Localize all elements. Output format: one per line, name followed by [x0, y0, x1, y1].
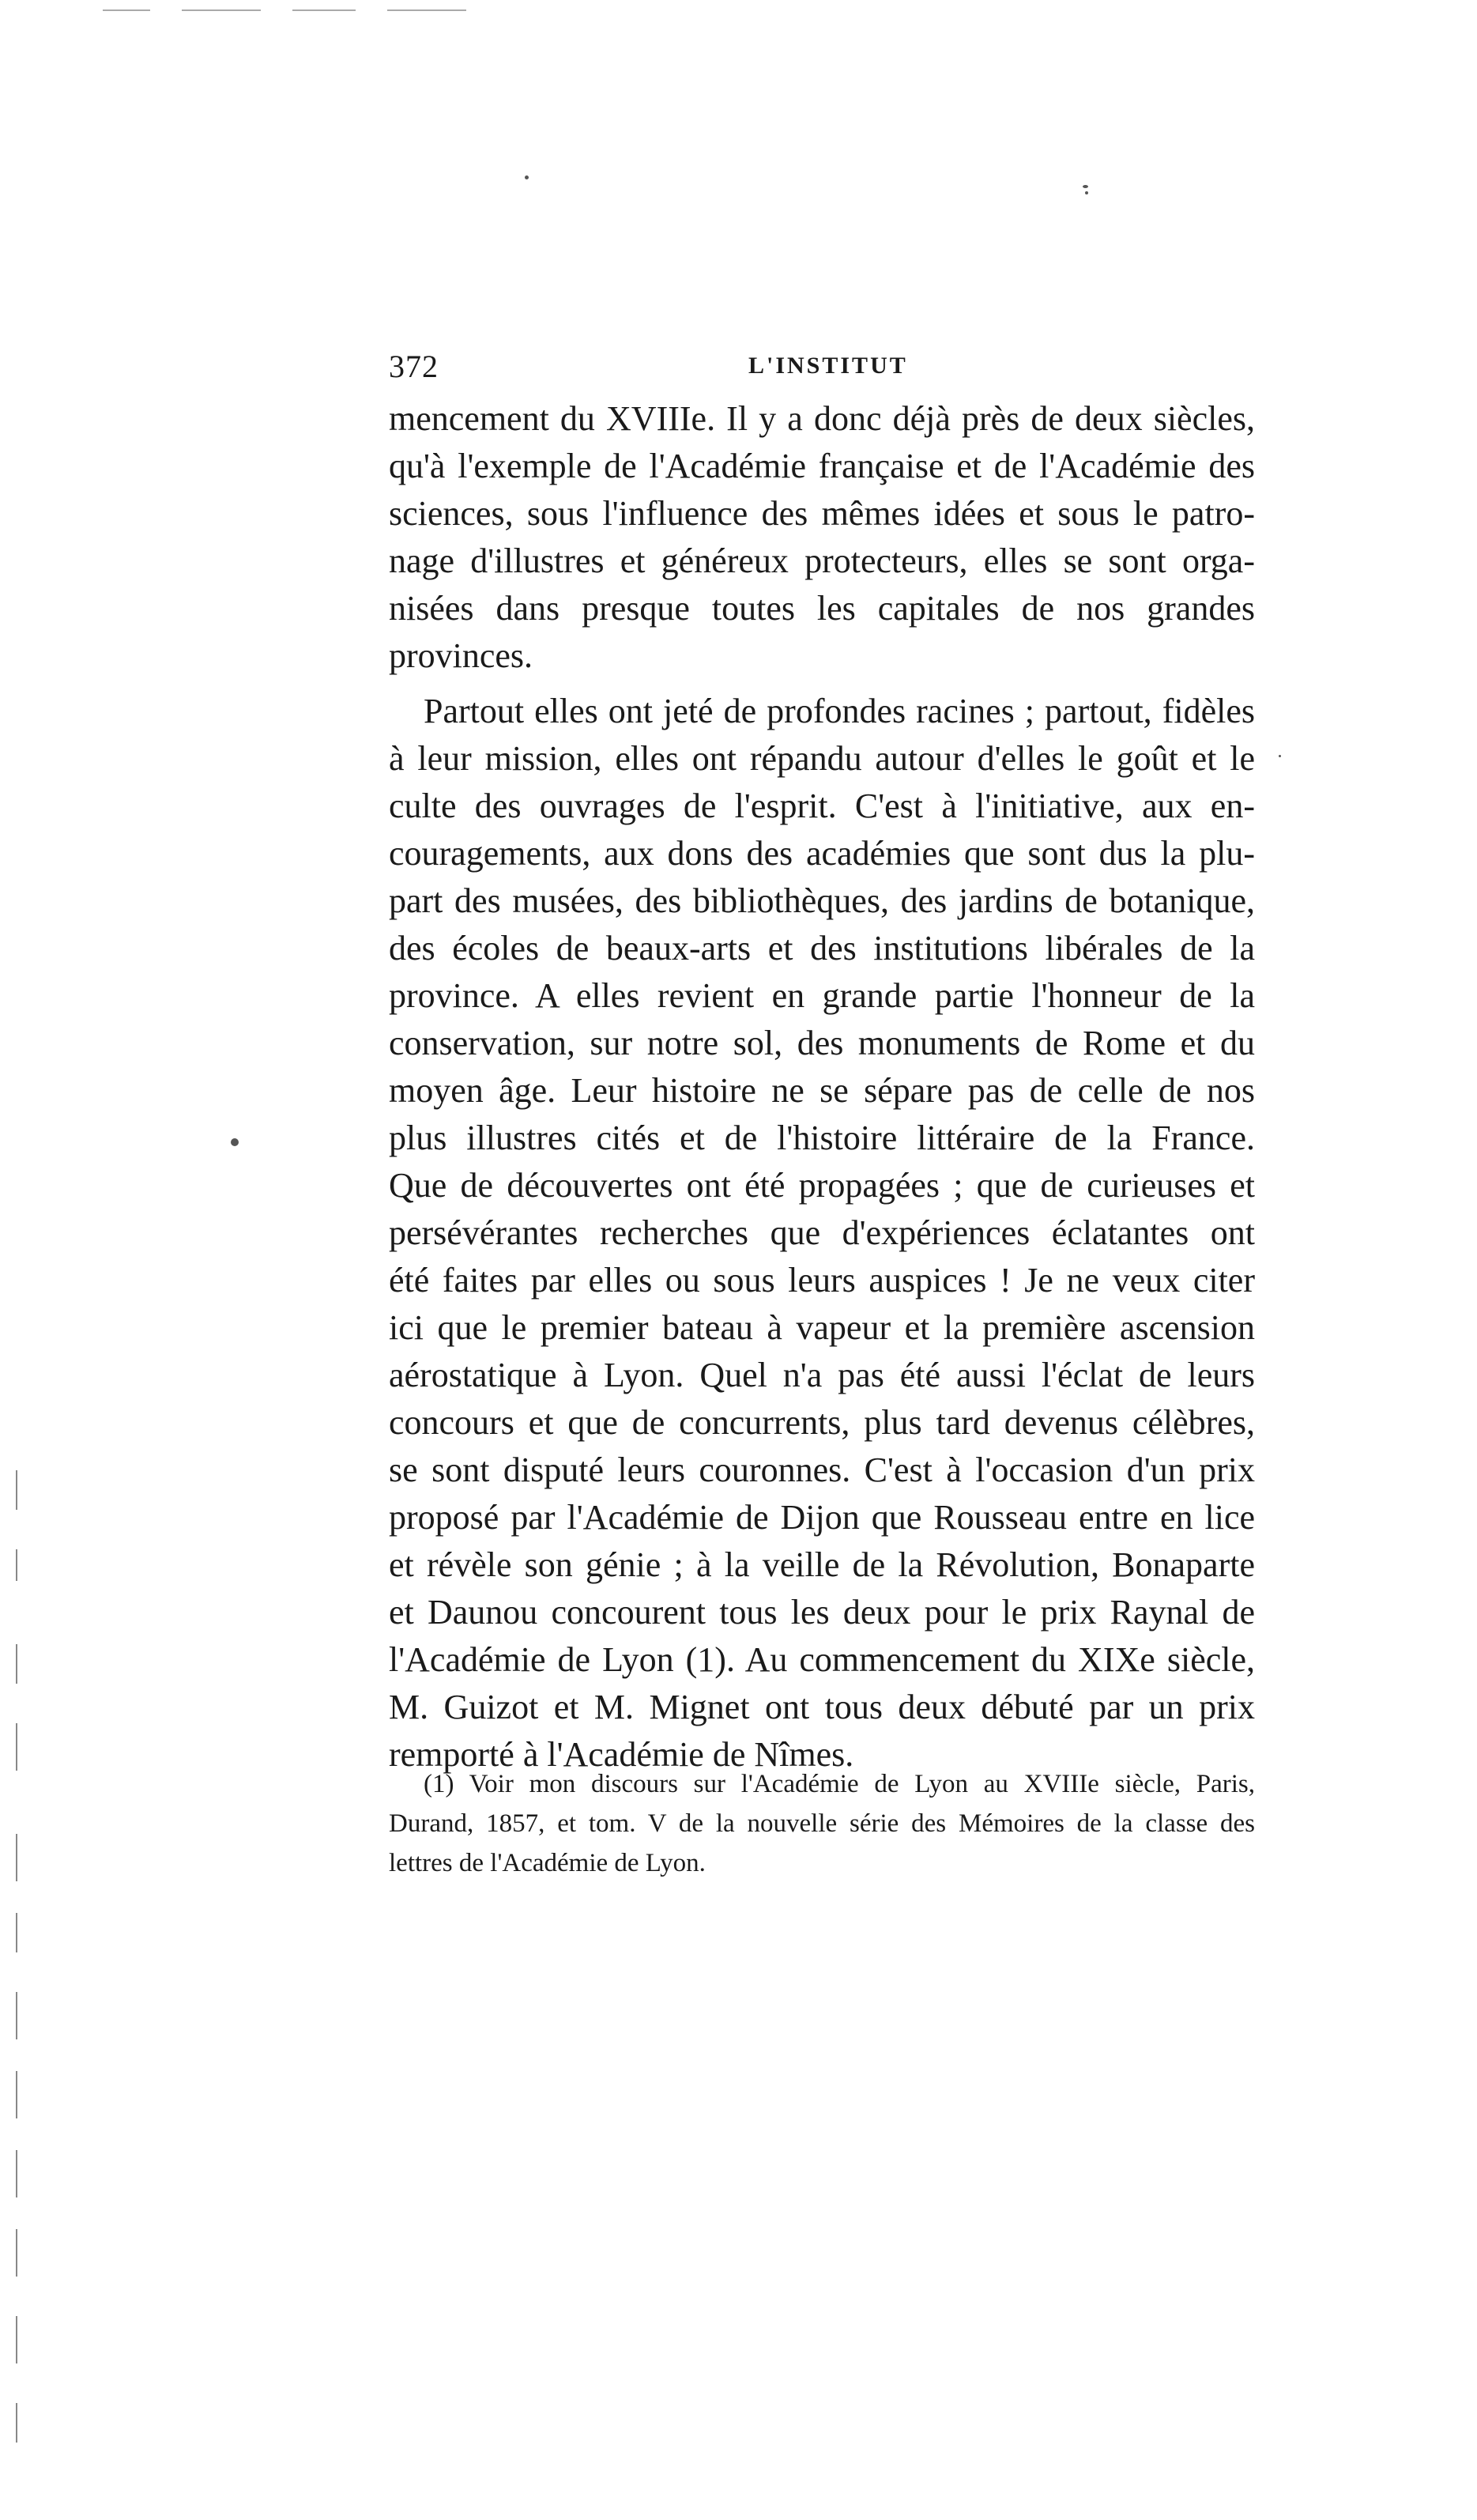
footnote-line: (1) Voir mon discours sur l'Académie de Lyon au XVIIIe siècle, Paris, [424, 1770, 1255, 1798]
text-line: été faites par elles ou sous leurs auspices ! Je ne veux citer [389, 1261, 1255, 1300]
text-line: nage d'illustres et généreux protecteurs, elles se sont orga- [389, 541, 1255, 580]
scan-edge-mark [16, 2150, 17, 2197]
scan-edge-mark [16, 2071, 17, 2118]
text-line: qu'à l'exemple de l'Académie française et de l'Académie des [389, 447, 1255, 485]
text-line: culte des ouvrages de l'esprit. C'est à l'initiative, aux en- [389, 787, 1255, 825]
text-line: sciences, sous l'influence des mêmes idées et sous le patro- [389, 494, 1255, 533]
footnote [389, 1764, 1255, 1883]
running-head [389, 348, 1258, 395]
scan-edge-mark [16, 2403, 17, 2443]
text-line: mencement du XVIIIe. Il y a donc déjà près de deux siècles, [389, 399, 1255, 438]
text-line: l'Académie de Lyon (1). Au commencement du XIXe siècle, [389, 1640, 1255, 1679]
text-line: couragements, aux dons des académies que sont dus la plu- [389, 834, 1255, 873]
scan-artifact [182, 9, 261, 11]
footnote-line: Durand, 1857, et tom. V de la nouvelle série des Mémoires de la classe des [389, 1809, 1255, 1838]
text-line: concours et que de concurrents, plus tard devenus célèbres, [389, 1403, 1255, 1442]
text-line: moyen âge. Leur histoire ne se sépare pas de celle de nos [389, 1071, 1255, 1110]
scan-artifact [387, 9, 466, 11]
scan-artifact [103, 9, 150, 11]
scan-edge-mark [16, 2229, 17, 2277]
text-line: provinces. [389, 636, 533, 675]
text-line: conservation, sur notre sol, des monuments de Rome et du [389, 1024, 1255, 1062]
text-line: proposé par l'Académie de Dijon que Rousseau entre en lice [389, 1498, 1255, 1537]
text-line: Que de découvertes ont été propagées ; que de curieuses et [389, 1166, 1255, 1205]
main-text [389, 395, 1255, 1779]
paragraph [389, 688, 1255, 1779]
scan-edge-mark [16, 1992, 17, 2039]
footnote-line: lettres de l'Académie de Lyon. [389, 1849, 706, 1877]
text-line: et révèle son génie ; à la veille de la Révolution, Bonaparte [389, 1545, 1255, 1584]
text-line: des écoles de beaux-arts et des institutions libérales de la [389, 929, 1255, 968]
scan-edge-mark [16, 1723, 17, 1771]
text-line: remporté à l'Académie de Nîmes. [389, 1735, 854, 1774]
text-line: aérostatique à Lyon. Quel n'a pas été aussi l'éclat de leurs [389, 1356, 1255, 1394]
scan-artifact [292, 9, 356, 11]
text-line: M. Guizot et M. Mignet ont tous deux débuté par un prix [389, 1688, 1255, 1726]
scan-edge-mark [16, 1470, 17, 1510]
scan-edge-mark [16, 1549, 17, 1581]
text-line: nisées dans presque toutes les capitales de nos grandes [389, 589, 1255, 628]
text-line: part des musées, des bibliothèques, des jardins de botanique, [389, 881, 1255, 920]
text-line: persévérantes recherches que d'expériences éclatantes ont [389, 1213, 1255, 1252]
paragraph [389, 395, 1255, 680]
scan-edge-mark [16, 1834, 17, 1881]
scan-edge-mark [16, 1913, 17, 1952]
text-line: ici que le premier bateau à vapeur et la première ascension [389, 1308, 1255, 1347]
running-title: L'INSTITUT [748, 353, 908, 379]
text-line: se sont disputé leurs couronnes. C'est à l'occasion d'un prix [389, 1451, 1255, 1489]
text-line: province. A elles revient en grande partie l'honneur de la [389, 976, 1255, 1015]
text-line: plus illustres cités et de l'histoire littéraire de la France. [389, 1119, 1255, 1157]
scan-edge-mark [16, 2316, 17, 2363]
scan-edge-mark [16, 1644, 17, 1684]
page-number: 372 [389, 349, 439, 384]
text-line: et Daunou concourent tous les deux pour le prix Raynal de [389, 1593, 1255, 1632]
text-line: à leur mission, elles ont répandu autour d'elles le goût et le [389, 739, 1255, 778]
text-line: Partout elles ont jeté de profondes racines ; partout, fidèles [424, 692, 1255, 730]
